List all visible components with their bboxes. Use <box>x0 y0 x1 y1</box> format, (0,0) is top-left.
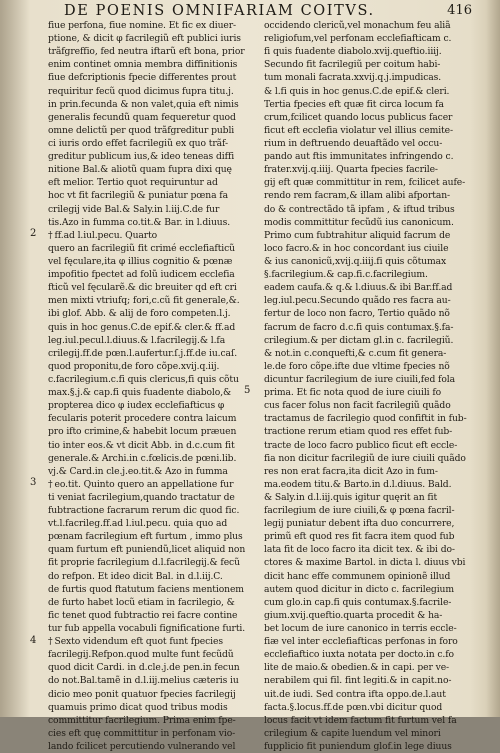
text-line: §.facrilegium.& cap.fi.c.facrilegium. <box>264 269 428 281</box>
text-line: frater.xvij.q.iiij. Quarta fpecies facrile- <box>264 164 438 176</box>
text-line: dicit hanc effe communem opinionẽ illud <box>264 570 451 582</box>
text-line: tractione rerum etiam quod res effet fub- <box>264 426 453 438</box>
text-line: fupplicio fit puniendum glof.in lege diuus <box>264 741 452 753</box>
text-line: tum monali facrata.xxvij.q.j.impudicas. <box>264 72 442 84</box>
text-line: pœnam facrilegium eft furtum , immo plus <box>48 531 243 543</box>
text-line: vj.& Card.in cle.j.eo.tit.& Azo in fumma <box>48 465 228 477</box>
text-line: crilegij.ff.de pœn.l.aufertur.ſ.j.ff.de iu.caſ. <box>48 347 238 359</box>
text-line: uit.de iudi. Sed contra ifta oppo.de.l.aut <box>264 688 446 700</box>
text-line: do & contrectãdo tã ipfam , & iftud tribus <box>264 203 455 215</box>
text-line: crilegium.& per dictam gl.in c. facrilegiũ. <box>264 334 454 346</box>
text-line: & Saly.in d.l.iij.quis igitur quęrit an fit <box>264 491 438 503</box>
text-line: religiofum,vel perfonam ecclefiafticam c. <box>264 33 452 45</box>
text-line: vel fęculare,ita φ illius cognitio & pœnæ <box>48 255 233 267</box>
text-line: ctores & maxime Bartol. in dicta l. diuus vbi <box>264 557 466 569</box>
text-line: in prin.fecunda & non valet,quia eft nimis <box>48 98 239 110</box>
right-text-column <box>264 19 476 753</box>
text-line: Tertia fpecies eft quæ fit circa locum fa <box>264 98 444 110</box>
text-line: ecclefiaftico iuxta notata per docto.in c.fo <box>264 649 454 661</box>
text-line: omne delictũ per quod trãfgreditur publi <box>48 124 235 136</box>
text-line: quamuis primo dicat quod tribus modis <box>48 701 228 713</box>
text-line: c.facrilegium.c.fi quis clericus,fi quis cõtu <box>48 373 239 385</box>
text-line: fiue defcriptionis fpecie differentes prout <box>48 72 237 84</box>
text-line: rendo rem facram,& illam alibi afportan- <box>264 190 451 202</box>
text-line: † Sexto videndum eft quot funt fpecies <box>48 636 223 648</box>
text-line: fertur de loco non facro, Tertio quãdo nõ <box>264 308 450 320</box>
text-line: fia non dicitur facrilegiũ de iure ciuili quãdo <box>264 452 466 464</box>
text-line: committitur facrilegium. Prima enim fpe- <box>48 714 236 726</box>
text-line: facrilegij.Refpon.quod multe funt fecũdũ <box>48 649 234 661</box>
text-line: bet locum de iure canonico in terris eccle- <box>264 623 457 635</box>
text-line: occidendo clericũ,vel monachum feu aliã <box>264 20 451 31</box>
text-line: pando aut ftis immunitates infringendo c. <box>264 151 454 163</box>
text-line: ibi glof. Abb. & alij de foro competen.l.j. <box>48 308 231 320</box>
text-line: quod proponitu,de foro cõpe.xvij.q.iij. <box>48 360 220 372</box>
text-line: tis.Azo in fumma co.tit.& Bar. in l.diuus. <box>48 216 231 228</box>
page-edge-shadow <box>486 0 500 717</box>
text-line: do not.Bal.tamẽ in d.l.iij.melius cæteris iu <box>48 675 239 687</box>
text-line: fiæ vel inter ecclefiafticas perfonas in foro <box>264 636 458 648</box>
text-line: lando fcilicet percutiendo vulnerando vel <box>48 741 236 753</box>
text-line: hoc vt fit facrilegiũ & puniatur pœna fa <box>48 190 228 202</box>
text-line: Secundo fit facrilegiũ per coitum habi- <box>264 59 441 71</box>
text-line: le.de foro cõpe.ifte due vltime fpecies nõ <box>264 360 450 372</box>
left-text-column <box>48 19 256 753</box>
text-line: ci iuris ordo effet facrilegiũ ex quo trãf- <box>48 137 228 149</box>
text-line: crilegium & capite luendum vel minori <box>264 727 441 739</box>
text-line: crilegij vide Bal.& Saly.in l.iij.C.de fur <box>48 203 220 215</box>
text-line: enim continet omnia membra diffinitionis <box>48 59 238 71</box>
text-line: tractamus de facrilegio quod confiftit in fub- <box>264 413 467 425</box>
text-line: quis in hoc genus.C.de epif.& cler.& ff.ad <box>48 321 236 333</box>
text-line: trãfgreffio, fed neutra iftarũ eft bona, prior <box>48 46 245 58</box>
text-line: primũ eft quod res fit facra item quod fub <box>264 531 455 543</box>
text-line: generale.& Archi.in c.fœlicis.de pœni.lib. <box>48 452 237 464</box>
text-line: cies eft quę committitur in perfonam vio- <box>48 727 236 739</box>
text-line: rium in deftruendo deuaftãdo vel occu- <box>264 137 443 149</box>
text-line: fticũ vel fęcularẽ.& dic breuiter qd eft cri <box>48 282 237 294</box>
text-line: fecularis poterit procedere contra laicum <box>48 413 237 425</box>
text-line: facrum de facro d.c.fi quis contumax.§.fa- <box>264 321 454 333</box>
paragraph-mark-icon: † <box>48 636 53 648</box>
margin-section-number: 4 <box>30 634 37 646</box>
text-line: tur fub appella vocabuli fignificatione furti. <box>48 623 246 635</box>
text-line: fit proprie facrilegium d.l.facrilegij.& fecũ <box>48 557 240 569</box>
text-line: ptione, & dicit φ facrilegiũ eft publici iuris <box>48 33 241 45</box>
running-title: DE POENIS OMNIFARIAM COITVS. <box>64 3 375 19</box>
text-line: prima. Et fic nota quod de iure ciuili fo <box>264 387 442 399</box>
text-line: nitione Bal.& aliotũ quam fupra dixi quę <box>48 164 232 176</box>
text-line: gium.xvij.queftio.quarta procedit & ha- <box>264 609 443 621</box>
text-line: † eo.tit. Quinto quero an appellatione fur <box>48 478 234 490</box>
text-line: leg.iul.pecu.Secundo quãdo res facra au- <box>264 295 451 307</box>
text-line: ti veniat facrilegium,quando tractatur de <box>48 491 235 503</box>
page-header <box>64 3 480 19</box>
text-line: eft melior. Tertio quot requiruntur ad <box>48 177 218 189</box>
text-line: tracte de loco facro publico ficut eft eccle- <box>264 439 458 451</box>
text-line: fi quis fuadente diabolo.xvij.queftio.iiij. <box>264 46 442 58</box>
text-line: fubtractione facrarum rerum dic quod fic. <box>48 505 240 517</box>
text-line: facrilegium de iure ciuili,& φ pœna facril- <box>264 505 455 517</box>
text-line: propterea dico φ iudex ecclefiafticus φ <box>48 400 225 412</box>
text-line: legij puniatur debent ifta duo concurrere, <box>264 518 455 530</box>
text-line: lata fit de loco facro ita dicit tex. & ibi do- <box>264 544 455 556</box>
text-line: de furto habet locũ etiam in facrilegio, & <box>48 596 235 608</box>
text-line: quam furtum eft puniendũ,licet aliquid non <box>48 544 246 556</box>
paragraph-mark-icon: † <box>48 229 53 241</box>
text-line: ficut eft ecclefia violatur vel illius cemite- <box>264 124 453 136</box>
text-line: men mixti vtriufq; fori,c.cũ fit generale,&. <box>48 295 240 307</box>
text-line: quod dicit Cardi. in d.cle.j.de pen.in fecun <box>48 662 240 674</box>
margin-section-number: 5 <box>244 385 251 397</box>
text-line: & ius canonicũ,xvij.q.iiij.fi quis cõtumax <box>264 255 447 267</box>
text-line: gij eft quæ committitur in rem, fcilicet aufe- <box>264 177 466 189</box>
text-line: Primo cum fubtrahitur aliquid facrum de <box>264 229 451 241</box>
text-line: cus facer folus non facit facrilegiũ quãdo <box>264 400 451 412</box>
text-line: cum glo.in cap.fi quis contumax.§.facrile- <box>264 596 452 608</box>
text-line: dicuntur facrilegium de iure ciuili,fed fola <box>264 373 455 385</box>
text-line: generalis fecundũ quam fequeretur quod <box>48 111 236 123</box>
text-line: † ff.ad l.iul.pecu. Quarto <box>48 229 158 241</box>
text-line: fic tenet quod fubtractio rei facre contine <box>48 609 238 621</box>
text-line: facta.§.locus.ff.de pœn.vbi dicitur quod <box>264 701 443 713</box>
text-line: nerabilem qui fil. fint legiti.& in capit.no- <box>264 675 452 687</box>
text-line: quero an facrilegiũ fit crimé ecclefiafticũ <box>48 242 235 254</box>
margin-section-number: 2 <box>30 227 37 239</box>
text-line: ma.eodem titu.& Barto.in d.l.diuus. Bald. <box>264 478 452 490</box>
text-line: locus facit vt idem factum fit furtum vel fa <box>264 714 457 726</box>
text-line: & l.fi quis in hoc genus.C.de epif.& cleri. <box>264 85 450 97</box>
margin-section-number: 3 <box>30 477 37 489</box>
text-line: modis committitur fecũdũ ius canonicum. <box>264 216 454 228</box>
text-line: leg.iul.pecul.l.diuus.& l.facrilegij.& l.fa <box>48 334 226 346</box>
text-line: crum,fcilicet quando locus publicus facer <box>264 111 453 123</box>
text-line: & not.in c.conquefti,& c.cum fit genera- <box>264 347 447 359</box>
text-line: loco facro.& in hoc concordant ius ciuile <box>264 242 449 254</box>
text-line: res non erat facra,ita dicit Azo in fum- <box>264 465 438 477</box>
text-line: dicio meo ponit quatuor fpecies facrilegij <box>48 688 236 700</box>
text-line: eadem caufa.& q.& l.diuus.& ibi Bar.ff.ad <box>264 282 453 294</box>
text-line: de furtis quod ftatutum faciens mentionem <box>48 583 244 595</box>
page-number: 416 <box>447 3 472 18</box>
paragraph-mark-icon: † <box>48 478 53 490</box>
text-line: max.§.j.& cap.fi quis fuadente diabolo,& <box>48 387 232 399</box>
text-line: pro ifto crimine,& habebit locum præuen <box>48 426 237 438</box>
text-line: fiue perfona, fiue nomine. Et fic ex diuer- <box>48 20 237 31</box>
gutter-shadow <box>0 0 30 717</box>
text-line: greditur publicum ius,& ideo teneas diffi <box>48 151 235 163</box>
text-line: impofitio fpectet ad folũ iudicem ecclefia <box>48 269 235 281</box>
text-line: vt.l.facrileg.ff.ad l.iul.pecu. quia quo ad <box>48 518 228 530</box>
text-line: do refpon. Et ideo dicit Bal. in d.l.iij.C. <box>48 570 223 582</box>
text-line: lite de maio.& obedien.& in capi. per ve- <box>264 662 450 674</box>
text-line: tio inter eos.& vt dicit Abb. in d.c.cum fit <box>48 439 235 451</box>
text-line: autem quod dicitur in dicto c. facrilegium <box>264 583 454 595</box>
text-line: requiritur fecũ quod dicimus fupra titu.j. <box>48 85 234 97</box>
